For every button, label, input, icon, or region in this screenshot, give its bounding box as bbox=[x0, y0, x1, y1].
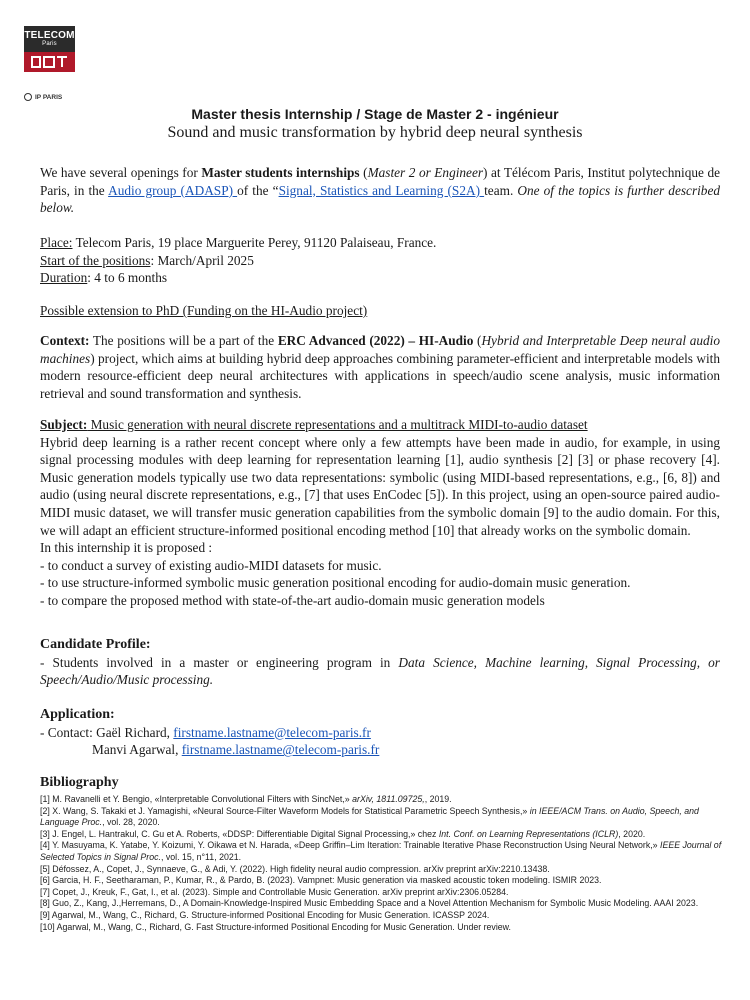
extension-text: Possible extension to PhD (Funding on the HI-Audio project) bbox=[40, 303, 368, 318]
duration-value: : 4 to 6 months bbox=[87, 270, 168, 286]
ref-italic: arXiv, 1811.09725, bbox=[352, 794, 425, 804]
logo-dark-band bbox=[24, 26, 75, 52]
start-value: : March/April 2025 bbox=[150, 252, 254, 268]
start-label: Start of the positions bbox=[40, 252, 151, 268]
ref-text: , 2020. bbox=[618, 828, 646, 839]
place-value: Telecom Paris, 19 place Marguerite Perey, 91120 Palaiseau, France. bbox=[72, 235, 437, 250]
ref-italic: in IEEE/ACM Trans. on Audio, Speech, and Language Proc. bbox=[40, 805, 699, 828]
list-item: [5] Défossez, A., Copet, J., Synnaeve, G., & Adi, Y. (2022). High fidelity neural audio compression. arXiv preprint arXiv:2210.13438. bbox=[40, 863, 550, 874]
audio-group-link[interactable]: Audio group (ADASP) bbox=[108, 182, 238, 198]
list-item: - to use structure-informed symbolic music generation positional encoding for audio-domain music generation. bbox=[40, 575, 631, 591]
email-link-1[interactable]: firstname.lastname@telecom-paris.fr bbox=[173, 724, 371, 740]
subject-title: Music generation with neural discrete representations and a multitrack MIDI-to-audio dataset bbox=[87, 417, 588, 432]
context-bold: ERC Advanced (2022) – HI-Audio bbox=[277, 333, 474, 348]
list-item bbox=[40, 829, 740, 841]
ref-text: , vol. 28, 2020. bbox=[102, 817, 160, 828]
list-item: [7] Copet, J., Kreuk, F., Gat, I., et al. (2023). Simple and Controllable Music Generation. arXiv preprint arXiv:2306.05284. bbox=[40, 886, 509, 897]
contact-2: Manvi Agarwal, bbox=[92, 742, 182, 758]
list-item: [8] Guo, Z., Kang, J.,Herremans, D., A Domain-Knowledge-Inspired Music Embedding Space and a Novel Attention Mechanism for Symbolic Music Modeling. AAAI 2023. bbox=[40, 898, 699, 909]
intro-italic: Master 2 or Engineer bbox=[367, 165, 484, 180]
place-label: Place: bbox=[40, 235, 73, 250]
page-subtitle: Sound and music transformation by hybrid deep neural synthesis bbox=[167, 124, 583, 141]
list-item bbox=[40, 794, 740, 806]
ref-italic: Int. Conf. on Learning Representations (ICLR) bbox=[438, 828, 619, 839]
duration-label: Duration bbox=[40, 270, 88, 286]
position-info bbox=[40, 234, 720, 287]
context-text: The positions will be a part of the bbox=[89, 333, 278, 348]
email-link-2[interactable]: firstname.lastname@telecom-paris.fr bbox=[181, 742, 380, 758]
ref-text: [1] M. Ravanelli et Y. Bengio, «Interpretable Convolutional Filters with SincNet,» bbox=[40, 794, 353, 804]
ref-text: , 2019. bbox=[424, 794, 452, 804]
context-paragraph bbox=[40, 332, 720, 402]
list-item: [9] Agarwal, M., Wang, C., Richard, G. Structure-informed Positional Encoding for Music Generation. ICASSP 2024. bbox=[40, 909, 490, 920]
logo-text: TELECOM bbox=[24, 30, 75, 41]
bibliography-heading-wrap bbox=[40, 774, 720, 792]
list-item: [6] Garcia, H. F., Seetharaman, P., Kumar, R., & Pardo, B. (2023). Vampnet: Music generation via masked acoustic token modeling. ISMIR 2023. bbox=[40, 875, 602, 886]
bibliography-list bbox=[40, 794, 740, 933]
subject-proposed: In this internship it is proposed : bbox=[40, 540, 213, 556]
intro-text: ) at Télécom Paris, Institut polytechnique de Paris, in the bbox=[40, 165, 721, 198]
list-item bbox=[40, 806, 740, 829]
ip-paris-text: IP PARIS bbox=[35, 93, 63, 101]
ip-paris-circle-icon bbox=[24, 93, 32, 101]
phd-extension bbox=[40, 302, 720, 320]
intro-italic: One of the topics is further described below. bbox=[40, 182, 721, 216]
context-label: Context: bbox=[40, 333, 90, 348]
intro-paragraph bbox=[40, 164, 720, 217]
list-item: [10] Agarwal, M., Wang, C., Richard, G. Fast Structure-informed Positional Encoding for Music Generation. Under review. bbox=[40, 921, 511, 932]
intro-text: team. bbox=[484, 182, 518, 198]
list-item bbox=[40, 840, 740, 863]
ref-text: [3] J. Engel, L. Hantrakul, C. Gu et A. Roberts, «DDSP: Differentiable Digital Signal Processing,» chez bbox=[40, 828, 439, 839]
intro-text: of the “ bbox=[237, 182, 279, 198]
subject-body: Hybrid deep learning is a rather recent concept where only a few attempts have been made in audio, for example, in using signal processing modules with deep learning for representation learning [1], audio synthesis [2] [3] or phase recovery [4]. Music generation models typically use two data representations: symbolic (using MIDI-based representations, e.g., [6, 8]) and audio (using neural discrete representations, e.g., [7] that uses EnCodec [5]). In this project, using an open-source paired audio-MIDI music dataset, we will transfer music generation capabilities from the symbolic domain [9] to the audio domain. For this, we will adapt an efficient structure-informed positional encoding method [10] that already works on the symbolic domain. bbox=[40, 434, 720, 538]
ref-italic: IEEE Journal of Selected Topics in Signal Proc. bbox=[40, 840, 722, 862]
application-heading: Application: bbox=[40, 707, 115, 722]
ref-text: , vol. 15, n°11, 2021. bbox=[160, 851, 242, 862]
logo-glyph-icon bbox=[30, 55, 70, 69]
telecom-paris-logo bbox=[24, 26, 75, 72]
s2a-team-link[interactable]: Signal, Statistics and Learning (S2A) bbox=[278, 182, 485, 198]
logo-red-band bbox=[24, 52, 75, 72]
logo-subtext: Paris bbox=[42, 41, 57, 47]
ip-paris-logo bbox=[24, 93, 62, 101]
list-item: - to compare the proposed method with state-of-the-art audio-domain music generation models bbox=[40, 592, 545, 608]
candidate-text: - Students involved in a master or engineering program in bbox=[40, 654, 399, 670]
intro-text: ( bbox=[359, 165, 368, 180]
bibliography-heading: Bibliography bbox=[40, 775, 119, 790]
context-text: ) project, which aims at building hybrid deep approaches combining parameter-efficient and interpretable models with modern resource-efficient deep neural architectures with applications in speech/audio scene analysis, music information retrieval and sound transformation and synthesis. bbox=[40, 350, 720, 401]
contact-1: - Contact: Gaël Richard, bbox=[40, 724, 174, 740]
application-section bbox=[40, 706, 720, 759]
list-item: - to conduct a survey of existing audio-MIDI datasets for music. bbox=[40, 557, 382, 573]
page-title: Master thesis Internship / Stage de Master 2 - ingénieur bbox=[191, 106, 559, 122]
candidate-heading: Candidate Profile: bbox=[40, 637, 151, 652]
intro-bold: Master students internships bbox=[201, 165, 360, 180]
candidate-section bbox=[40, 636, 720, 689]
ref-text: [4] Y. Masuyama, K. Yatabe, Y. Koizumi, Y. Oikawa et N. Harada, «Deep Griffin–Lim Iteration: Trainable Iterative Phase Reconstruction Using Neural Network,» bbox=[40, 840, 661, 851]
candidate-italic: Data Science, Machine learning, Signal Processing, or Speech/Audio/Music processing. bbox=[40, 654, 720, 688]
ref-text: [2] X. Wang, S. Takaki et J. Yamagishi, «Neural Source-Filter Waveform Models for Statistical Parametric Speech Synthesis,» bbox=[40, 805, 530, 816]
context-italic: Hybrid and Interpretable Deep neural audio machines bbox=[40, 333, 720, 366]
intro-text: We have several openings for bbox=[40, 165, 202, 180]
context-text: ( bbox=[473, 333, 482, 348]
subject-section bbox=[40, 416, 720, 610]
subject-label: Subject: bbox=[40, 417, 88, 432]
